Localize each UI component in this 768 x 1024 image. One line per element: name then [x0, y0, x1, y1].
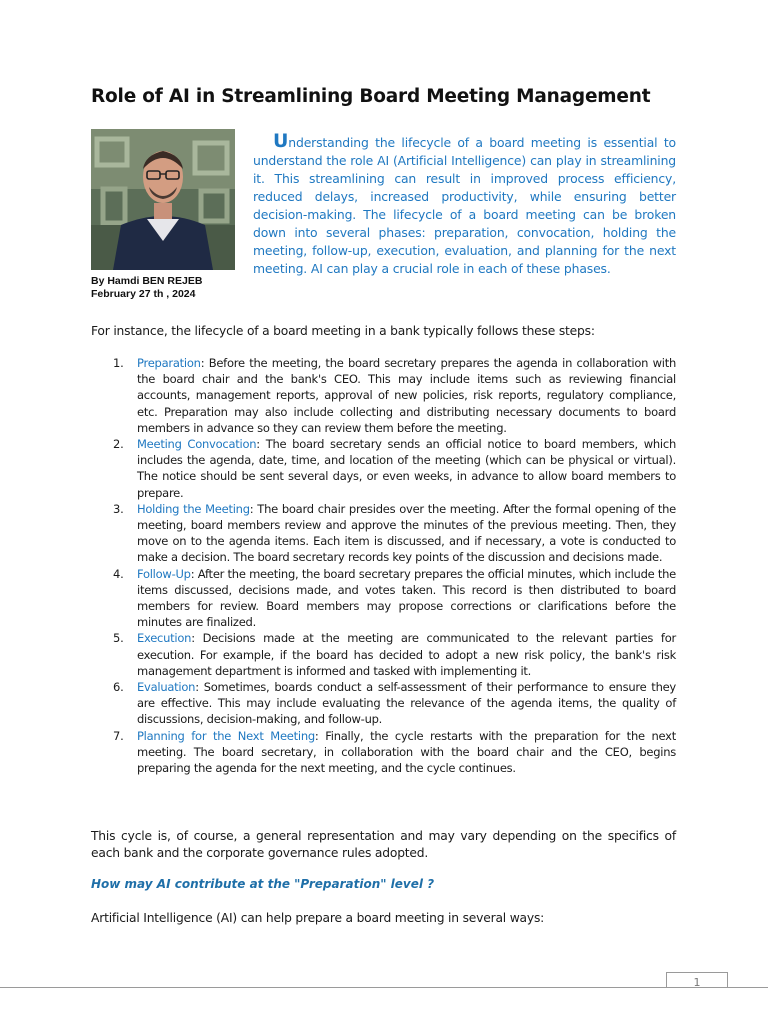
page-title: Role of AI in Streamlining Board Meeting Management: [91, 86, 651, 107]
lifecycle-intro: For instance, the lifecycle of a board meeting in a bank typically follows these steps:: [91, 324, 595, 338]
ai-intro: Artificial Intelligence (AI) can help prepare a board meeting in several ways:: [91, 911, 545, 925]
author-photo: [91, 129, 235, 270]
step-number: 1.: [113, 356, 124, 370]
section-subheading: How may AI contribute at the "Preparation" level ?: [91, 877, 435, 891]
step-term: Meeting Convocation: [137, 437, 257, 452]
step-text: : Sometimes, boards conduct a self-assessment of their performance to ensure they are effective. This may include evaluating the relevance of the agenda items, the quality of discussions, decision-making, and follow-up.: [137, 680, 676, 727]
step-term: Evaluation: [137, 680, 196, 695]
step-text: : The board secretary sends an official notice to board members, which includes the agenda, date, time, and location of the meeting (which can be physical or virtual). The notice should be sent several days, or even weeks, in advance to allow board members to prepare.: [137, 437, 676, 500]
byline: [91, 275, 251, 301]
step-term: Follow-Up: [137, 566, 191, 581]
step-number: 6.: [113, 680, 124, 695]
step-text: : Decisions made at the meeting are communicated to the relevant parties for execution. For example, if the board has decided to adopt a new risk policy, the bank's risk management department is informed and tasked with implementing it.: [137, 631, 676, 678]
cycle-note: This cycle is, of course, a general representation and may vary depending on the specifics of each bank and the corporate governance rules adopted.: [91, 829, 676, 860]
step-planning-next-meeting: [91, 728, 676, 777]
step-execution: [91, 630, 676, 679]
step-number: 3.: [113, 501, 124, 516]
intro-paragraph: [253, 132, 676, 278]
step-holding-the-meeting: [91, 501, 676, 566]
step-term: Planning for the Next Meeting: [137, 728, 315, 743]
step-text: : Before the meeting, the board secretary prepares the agenda in collaboration with the board chair and the bank's CEO. This may include items such as reviewing financial accounts, management reports, approval of new policies, risk reports, regulatory compliance, etc. Preparation may also include collecting and distributing necessary documents to board members in advance so they can review them before the meeting.: [137, 356, 676, 435]
step-term: Execution: [137, 631, 192, 646]
publish-date: February 27 th , 2024: [91, 288, 196, 300]
step-preparation: [91, 355, 676, 436]
author-name: By Hamdi BEN REJEB: [91, 275, 203, 287]
intro-text: nderstanding the lifecycle of a board meeting is essential to understand the role AI (Artificial Intelligence) can play in streamlining it. This streamlining can result in improved process efficiency, reduced delays, increased productivity, while ensuring better decision-making. The lifecycle of a board meeting can be broken down into several phases: preparation, convocation, holding the meeting, follow-up, execution, evaluation, and planning for the next meeting. AI can play a crucial role in each of these phases.: [253, 135, 676, 276]
drop-cap: U: [273, 130, 289, 152]
step-follow-up: [91, 566, 676, 631]
step-evaluation: [91, 679, 676, 728]
step-text: : Finally, the cycle restarts with the preparation for the next meeting. The board secretary, in collaboration with the board chair and the CEO, begins preparing the agenda for the next meeting, and the cycle continues.: [137, 728, 676, 776]
page-number-tab: [666, 972, 728, 988]
step-text: : After the meeting, the board secretary prepares the official minutes, which include the items discussed, decisions made, and votes taken. This record is then distributed to board members for review. Board members may propose corrections or clarifications before the minutes are finalized.: [137, 566, 676, 630]
step-term: Holding the Meeting: [137, 501, 250, 516]
page-number: 1: [693, 976, 701, 989]
step-text: : The board chair presides over the meeting. After the formal opening of the meeting, board members review and approve the minutes of the previous meeting. Then, they move on to the agenda items. Each item is discussed, and if necessary, a vote is conducted to make a decision. The board secretary records key points of the discussion and decisions made.: [137, 501, 677, 565]
step-number: 5.: [113, 631, 124, 646]
footer-divider: [0, 987, 768, 988]
lifecycle-steps: [91, 355, 676, 776]
step-number: 4.: [113, 566, 124, 581]
step-number: 2.: [113, 437, 124, 452]
step-meeting-convocation: [91, 436, 676, 501]
step-term: Preparation: [137, 356, 201, 370]
step-number: 7.: [113, 728, 124, 743]
